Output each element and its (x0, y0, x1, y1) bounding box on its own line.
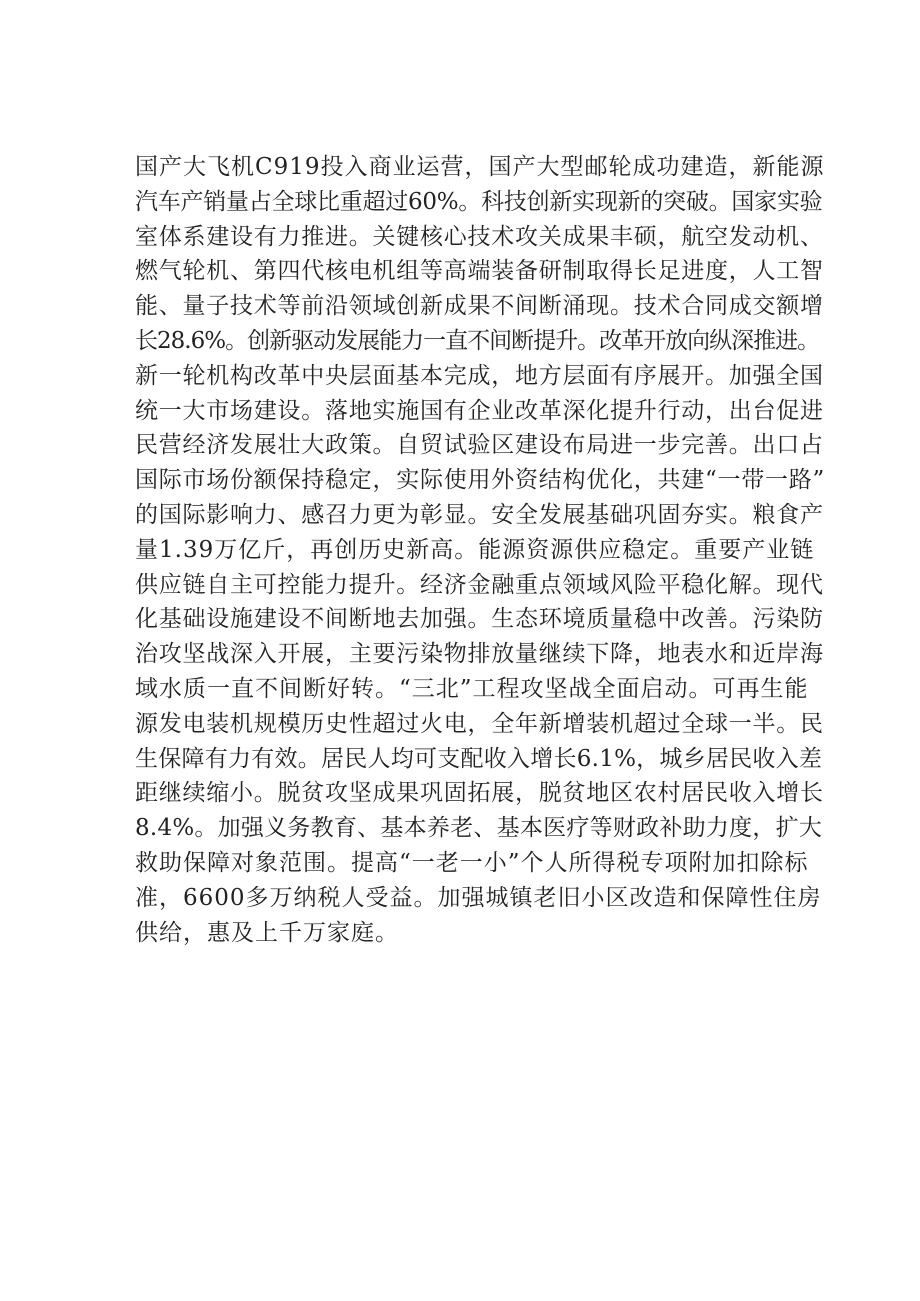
text-line: 化基础设施建设不间断地去加强。生态环境质量稳中改善。污染防 (135, 606, 824, 633)
text-line: 供应链自主可控能力提升。经济金融重点领域风险平稳化解。现代 (135, 571, 824, 598)
text-line: 统一大市场建设。落地实施国有企业改革深化提升行动，出台促进 (135, 397, 824, 424)
text-line: 源发电装机规模历史性超过火电，全年新增装机超过全球一半。民 (135, 710, 824, 737)
text-line: 燃气轮机、第四代核电机组等高端装备研制取得长足进度，人工智 (135, 258, 824, 285)
text-line: 治攻坚战深入开展，主要污染物排放量继续下降，地表水和近岸海 (135, 641, 824, 668)
text-line: 室体系建设有力推进。关键核心技术攻关成果丰硕，航空发动机、 (135, 223, 824, 250)
text-line: 能、量子技术等前沿领域创新成果不间断涌现。技术合同成交额增 (135, 293, 824, 320)
text-line: 救助保障对象范围。提高“一老一小”个人所得税专项附加扣除标 (135, 849, 809, 876)
text-line: 国际市场份额保持稳定，实际使用外资结构优化，共建“一带一路” (135, 467, 825, 494)
text-line: 汽车产销量占全球比重超过60%。科技创新实现新的突破。国家实验 (135, 188, 823, 215)
text-line: 距继续缩小。脱贫攻坚成果巩固拓展，脱贫地区农村居民收入增长 (135, 780, 824, 807)
text-line: 量1.39万亿斤，再创历史新高。能源资源供应稳定。重要产业链 (135, 536, 815, 563)
text-line: 民营经济发展壮大政策。自贸试验区建设布局进一步完善。出口占 (135, 432, 824, 459)
text-line: 供给，惠及上千万家庭。 (135, 919, 399, 946)
text-line: 准，6600多万纳税人受益。加强城镇老旧小区改造和保障性住房 (135, 884, 822, 911)
text-line: 国产大飞机C919投入商业运营，国产大型邮轮成功建造，新能源 (135, 154, 825, 180)
text-line: 新一轮机构改革中央层面基本完成，地方层面有序展开。加强全国 (135, 362, 824, 389)
text-line: 的国际影响力、感召力更为彰显。安全发展基础巩固夯实。粮食产 (135, 501, 824, 528)
text-line: 长28.6%。创新驱动发展能力一直不间断提升。改革开放向纵深推进。 (135, 327, 820, 354)
body-paragraph (135, 150, 825, 950)
text-line: 生保障有力有效。居民人均可支配收入增长6.1%，城乡居民收入差 (135, 745, 823, 772)
text-line: 8.4%。加强义务教育、基本养老、基本医疗等财政补助力度，扩大 (135, 815, 823, 842)
text-line: 域水质一直不间断好转。“三北”工程攻坚战全面启动。可再生能 (135, 675, 809, 702)
